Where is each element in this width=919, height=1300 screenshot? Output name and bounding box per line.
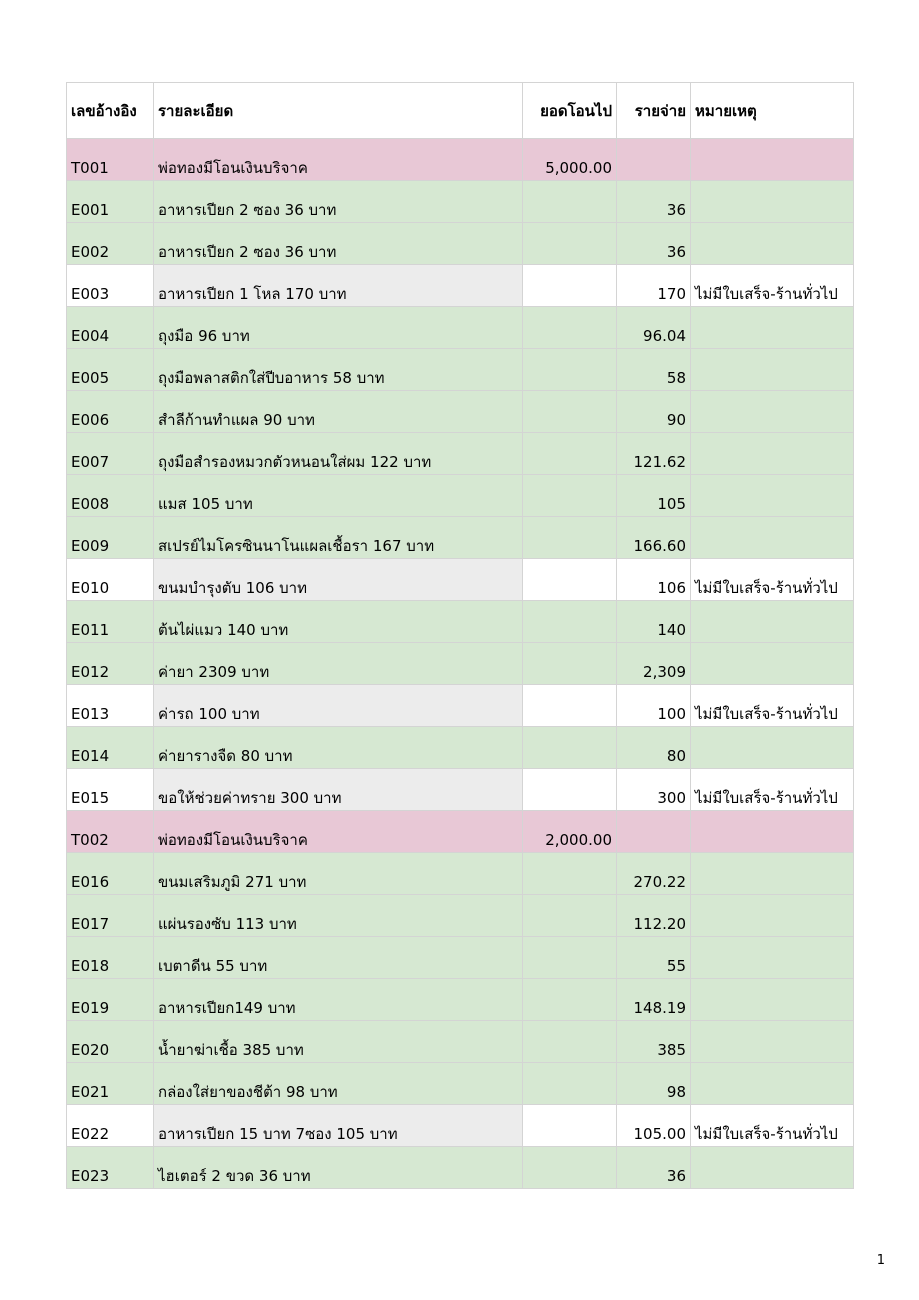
cell-transfer: [523, 223, 617, 265]
cell-transfer: [523, 265, 617, 307]
cell-expense: 36: [617, 1147, 691, 1189]
cell-ref: E015: [67, 769, 154, 811]
cell-detail: กล่องใส่ยาของชีต้า 98 บาท: [154, 1063, 523, 1105]
cell-transfer: 5,000.00: [523, 139, 617, 181]
expense-row: [67, 307, 854, 349]
cell-detail: แผ่นรองซับ 113 บาท: [154, 895, 523, 937]
cell-transfer: [523, 1021, 617, 1063]
expense-row: [67, 853, 854, 895]
cell-transfer: 2,000.00: [523, 811, 617, 853]
cell-ref: E001: [67, 181, 154, 223]
ledger-table: [66, 82, 854, 1189]
cell-detail: พ่อทองมีโอนเงินบริจาค: [154, 139, 523, 181]
cell-expense: 140: [617, 601, 691, 643]
cell-detail: แมส 105 บาท: [154, 475, 523, 517]
cell-note: [691, 223, 854, 265]
cell-expense: 270.22: [617, 853, 691, 895]
cell-note: [691, 349, 854, 391]
expense-row: [67, 937, 854, 979]
cell-note: [691, 181, 854, 223]
cell-detail: ขนมเสริมภูมิ 271 บาท: [154, 853, 523, 895]
cell-ref: E003: [67, 265, 154, 307]
cell-ref: E020: [67, 1021, 154, 1063]
cell-note: [691, 391, 854, 433]
cell-detail: ถุงมือสำรองหมวกตัวหนอนใส่ผม 122 บาท: [154, 433, 523, 475]
cell-expense: 80: [617, 727, 691, 769]
cell-note: [691, 517, 854, 559]
cell-ref: E019: [67, 979, 154, 1021]
cell-transfer: [523, 517, 617, 559]
cell-note: [691, 811, 854, 853]
cell-expense: 96.04: [617, 307, 691, 349]
cell-note: ไม่มีใบเสร็จ-ร้านทั่วไป: [691, 1105, 854, 1147]
cell-transfer: [523, 559, 617, 601]
cell-ref: E012: [67, 643, 154, 685]
cell-ref: E008: [67, 475, 154, 517]
expense-row: [67, 391, 854, 433]
cell-transfer: [523, 727, 617, 769]
header-transfer: ยอดโอนไป: [523, 83, 617, 139]
expense-row: [67, 979, 854, 1021]
cell-transfer: [523, 1105, 617, 1147]
cell-expense: 105.00: [617, 1105, 691, 1147]
cell-expense: 170: [617, 265, 691, 307]
cell-detail: ต้นไผ่แมว 140 บาท: [154, 601, 523, 643]
cell-ref: T001: [67, 139, 154, 181]
cell-transfer: [523, 643, 617, 685]
expense-row: [67, 559, 854, 601]
expense-row: [67, 517, 854, 559]
cell-transfer: [523, 937, 617, 979]
cell-ref: E018: [67, 937, 154, 979]
cell-expense: 58: [617, 349, 691, 391]
header-ref: เลขอ้างอิง: [67, 83, 154, 139]
cell-transfer: [523, 769, 617, 811]
cell-detail: สำลีก้านทำแผล 90 บาท: [154, 391, 523, 433]
cell-detail: อาหารเปียก 15 บาท 7ซอง 105 บาท: [154, 1105, 523, 1147]
header-note: หมายเหตุ: [691, 83, 854, 139]
cell-note: [691, 727, 854, 769]
cell-ref: E022: [67, 1105, 154, 1147]
cell-transfer: [523, 685, 617, 727]
expense-row: [67, 685, 854, 727]
cell-expense: [617, 139, 691, 181]
cell-transfer: [523, 1063, 617, 1105]
expense-row: [67, 1063, 854, 1105]
cell-expense: 166.60: [617, 517, 691, 559]
expense-row: [67, 1021, 854, 1063]
cell-expense: 36: [617, 181, 691, 223]
cell-detail: ค่ารถ 100 บาท: [154, 685, 523, 727]
cell-detail: ถุงมือพลาสติกใส่ปีบอาหาร 58 บาท: [154, 349, 523, 391]
cell-transfer: [523, 475, 617, 517]
cell-detail: ถุงมือ 96 บาท: [154, 307, 523, 349]
cell-expense: 90: [617, 391, 691, 433]
cell-ref: E002: [67, 223, 154, 265]
cell-note: [691, 139, 854, 181]
expense-row: [67, 727, 854, 769]
cell-expense: 106: [617, 559, 691, 601]
cell-expense: 55: [617, 937, 691, 979]
cell-note: ไม่มีใบเสร็จ-ร้านทั่วไป: [691, 559, 854, 601]
expense-row: [67, 1147, 854, 1189]
cell-ref: E021: [67, 1063, 154, 1105]
header-row: [67, 83, 854, 139]
expense-row: [67, 643, 854, 685]
cell-detail: ขนมบำรุงตับ 106 บาท: [154, 559, 523, 601]
cell-ref: E011: [67, 601, 154, 643]
cell-detail: อาหารเปียก 2 ซอง 36 บาท: [154, 181, 523, 223]
header-expense: รายจ่าย: [617, 83, 691, 139]
cell-transfer: [523, 307, 617, 349]
cell-expense: [617, 811, 691, 853]
cell-ref: E009: [67, 517, 154, 559]
cell-detail: ไฮเตอร์ 2 ขวด 36 บาท: [154, 1147, 523, 1189]
cell-detail: อาหารเปียก 2 ซอง 36 บาท: [154, 223, 523, 265]
cell-note: [691, 475, 854, 517]
cell-note: [691, 307, 854, 349]
cell-note: [691, 895, 854, 937]
expense-row: [67, 433, 854, 475]
cell-ref: E006: [67, 391, 154, 433]
cell-note: ไม่มีใบเสร็จ-ร้านทั่วไป: [691, 769, 854, 811]
cell-transfer: [523, 895, 617, 937]
expense-row: [67, 265, 854, 307]
cell-note: [691, 433, 854, 475]
cell-ref: E010: [67, 559, 154, 601]
expense-row: [67, 475, 854, 517]
cell-detail: อาหารเปียก149 บาท: [154, 979, 523, 1021]
cell-detail: ค่ายารางจืด 80 บาท: [154, 727, 523, 769]
header-detail: รายละเอียด: [154, 83, 523, 139]
expense-row: [67, 349, 854, 391]
cell-note: [691, 643, 854, 685]
expense-row: [67, 1105, 854, 1147]
cell-detail: พ่อทองมีโอนเงินบริจาค: [154, 811, 523, 853]
transfer-row: [67, 811, 854, 853]
cell-transfer: [523, 181, 617, 223]
expense-row: [67, 895, 854, 937]
cell-note: [691, 1063, 854, 1105]
cell-note: ไม่มีใบเสร็จ-ร้านทั่วไป: [691, 685, 854, 727]
expense-row: [67, 223, 854, 265]
expense-row: [67, 601, 854, 643]
cell-note: [691, 601, 854, 643]
cell-expense: 300: [617, 769, 691, 811]
cell-detail: สเปรย์ไมโครซินนาโนแผลเชื้อรา 167 บาท: [154, 517, 523, 559]
cell-ref: E014: [67, 727, 154, 769]
cell-ref: E016: [67, 853, 154, 895]
cell-note: [691, 937, 854, 979]
cell-ref: E004: [67, 307, 154, 349]
expense-row: [67, 181, 854, 223]
cell-note: ไม่มีใบเสร็จ-ร้านทั่วไป: [691, 265, 854, 307]
cell-expense: 148.19: [617, 979, 691, 1021]
cell-transfer: [523, 601, 617, 643]
cell-transfer: [523, 853, 617, 895]
cell-detail: เบตาดีน 55 บาท: [154, 937, 523, 979]
transfer-row: [67, 139, 854, 181]
expense-row: [67, 769, 854, 811]
cell-detail: ค่ายา 2309 บาท: [154, 643, 523, 685]
cell-expense: 385: [617, 1021, 691, 1063]
cell-ref: E017: [67, 895, 154, 937]
cell-expense: 121.62: [617, 433, 691, 475]
cell-transfer: [523, 349, 617, 391]
cell-ref: E023: [67, 1147, 154, 1189]
cell-transfer: [523, 433, 617, 475]
cell-expense: 2,309: [617, 643, 691, 685]
cell-ref: E005: [67, 349, 154, 391]
cell-expense: 36: [617, 223, 691, 265]
cell-detail: น้ำยาฆ่าเชื้อ 385 บาท: [154, 1021, 523, 1063]
cell-transfer: [523, 1147, 617, 1189]
cell-transfer: [523, 391, 617, 433]
cell-expense: 112.20: [617, 895, 691, 937]
cell-detail: ขอให้ช่วยค่าทราย 300 บาท: [154, 769, 523, 811]
cell-note: [691, 1021, 854, 1063]
ledger-body: [67, 139, 854, 1189]
cell-ref: T002: [67, 811, 154, 853]
cell-note: [691, 853, 854, 895]
cell-note: [691, 979, 854, 1021]
cell-ref: E013: [67, 685, 154, 727]
cell-expense: 105: [617, 475, 691, 517]
cell-expense: 100: [617, 685, 691, 727]
cell-expense: 98: [617, 1063, 691, 1105]
cell-note: [691, 1147, 854, 1189]
cell-detail: อาหารเปียก 1 โหล 170 บาท: [154, 265, 523, 307]
cell-ref: E007: [67, 433, 154, 475]
cell-transfer: [523, 979, 617, 1021]
page-number: 1: [876, 1253, 885, 1268]
